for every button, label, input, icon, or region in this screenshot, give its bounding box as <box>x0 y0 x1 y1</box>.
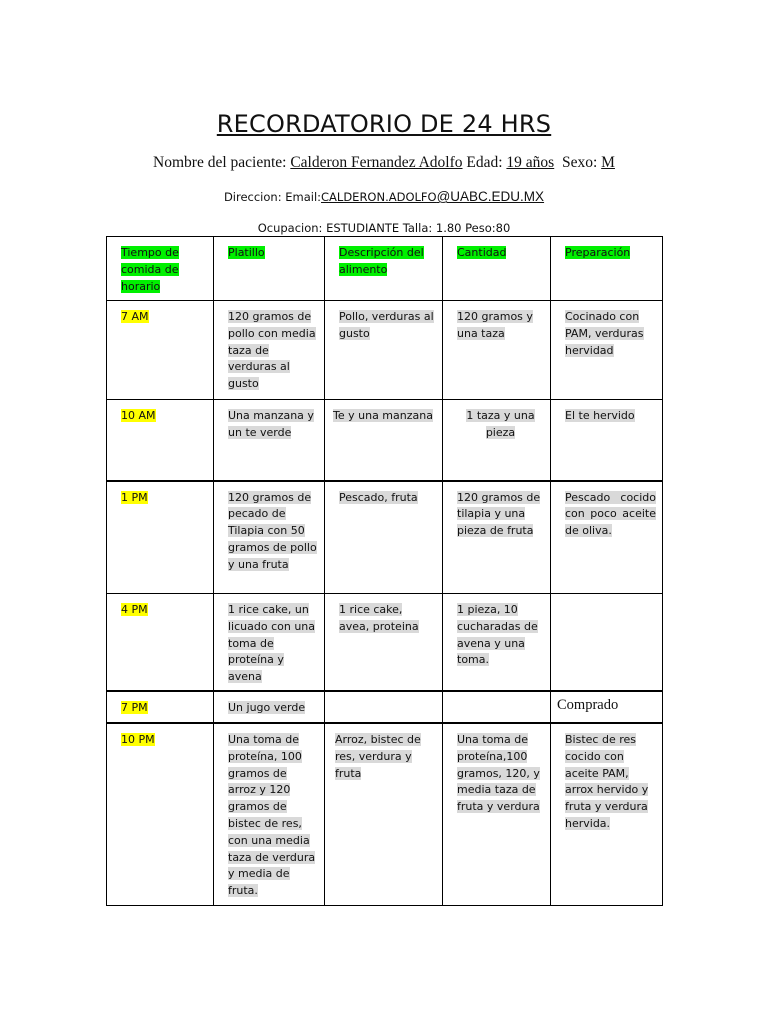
time-cell: 7 AM <box>107 301 214 400</box>
patient-name-label: Nombre del paciente: <box>153 154 287 171</box>
address-line <box>0 189 768 204</box>
platillo-cell: 120 gramos de pollo con media taza de verduras al gusto <box>214 301 325 400</box>
descripcion-cell: Pollo, verduras al gusto <box>325 301 443 400</box>
table-row <box>107 594 663 691</box>
table-row <box>107 691 663 723</box>
table-row <box>107 400 663 481</box>
header-cell-platillo: Platillo <box>214 237 325 301</box>
table-row <box>107 481 663 594</box>
descripcion-cell: Arroz, bistec de res, verdura y fruta <box>325 723 443 906</box>
descripcion-cell: Te y una manzana <box>325 400 443 481</box>
descripcion-cell <box>325 691 443 723</box>
email-user: CALDERON.ADOLFO <box>321 190 437 204</box>
header-cell-time: Tiempo de comida de horario <box>107 237 214 301</box>
preparacion-cell <box>551 594 663 691</box>
descripcion-cell: 1 rice cake, avea, proteina <box>325 594 443 691</box>
platillo-cell: Un jugo verde <box>214 691 325 723</box>
diet-recall-table <box>106 236 663 906</box>
table-header-row <box>107 237 663 301</box>
table-row <box>107 301 663 400</box>
header-cell-cantidad: Cantidad <box>443 237 551 301</box>
patient-line <box>0 154 768 172</box>
platillo-cell: Una toma de proteína, 100 gramos de arroz y 120 gramos de bistec de res, con una media taza de verdura y media de fruta. <box>214 723 325 906</box>
preparacion-cell: Cocinado con PAM, verduras hervidad <box>551 301 663 400</box>
patient-name: Calderon Fernandez Adolfo <box>290 154 463 171</box>
cantidad-cell: 1 pieza, 10 cucharadas de avena y una toma. <box>443 594 551 691</box>
cantidad-cell: Una toma de proteína,100 gramos, 120, y media taza de fruta y verdura <box>443 723 551 906</box>
patient-age: 19 años <box>506 154 555 171</box>
platillo-cell: 120 gramos de pecado de Tilapia con 50 gramos de pollo y una fruta <box>214 481 325 594</box>
cantidad-cell <box>443 691 551 723</box>
header-cell-descripcion: Descripción del alimento <box>325 237 443 301</box>
cantidad-cell: 120 gramos y una taza <box>443 301 551 400</box>
preparacion-cell: Bistec de res cocido con aceite PAM, arrox hervido y fruta y verdura hervida. <box>551 723 663 906</box>
email-domain: @UABC.EDU.MX <box>436 189 545 204</box>
time-cell: 4 PM <box>107 594 214 691</box>
email-value <box>321 190 544 204</box>
time-cell: 10 PM <box>107 723 214 906</box>
preparacion-cell: El te hervido <box>551 400 663 481</box>
platillo-cell: Una manzana y un te verde <box>214 400 325 481</box>
header-cell-preparacion: Preparación <box>551 237 663 301</box>
occupation-line: Ocupacion: ESTUDIANTE Talla: 1.80 Peso:80 <box>257 221 511 235</box>
platillo-cell: 1 rice cake, un licuado con una toma de proteína y avena <box>214 594 325 691</box>
patient-sex: M <box>601 154 615 171</box>
table-row <box>107 723 663 906</box>
preparacion-cell: Comprado <box>551 691 663 723</box>
time-cell: 10 AM <box>107 400 214 481</box>
document-title: RECORDATORIO DE 24 HRS <box>216 110 552 138</box>
time-cell: 7 PM <box>107 691 214 723</box>
sex-label: Sexo: <box>561 154 598 171</box>
descripcion-cell: Pescado, fruta <box>325 481 443 594</box>
cantidad-cell: 120 gramos de tilapia y una pieza de fruta <box>443 481 551 594</box>
time-cell: 1 PM <box>107 481 214 594</box>
cantidad-cell: 1 taza y una pieza <box>443 400 551 481</box>
preparacion-cell: Pescado cocido con poco aceite de oliva. <box>551 481 663 594</box>
age-label: Edad: <box>466 154 503 171</box>
address-label: Direccion: Email: <box>223 190 322 204</box>
